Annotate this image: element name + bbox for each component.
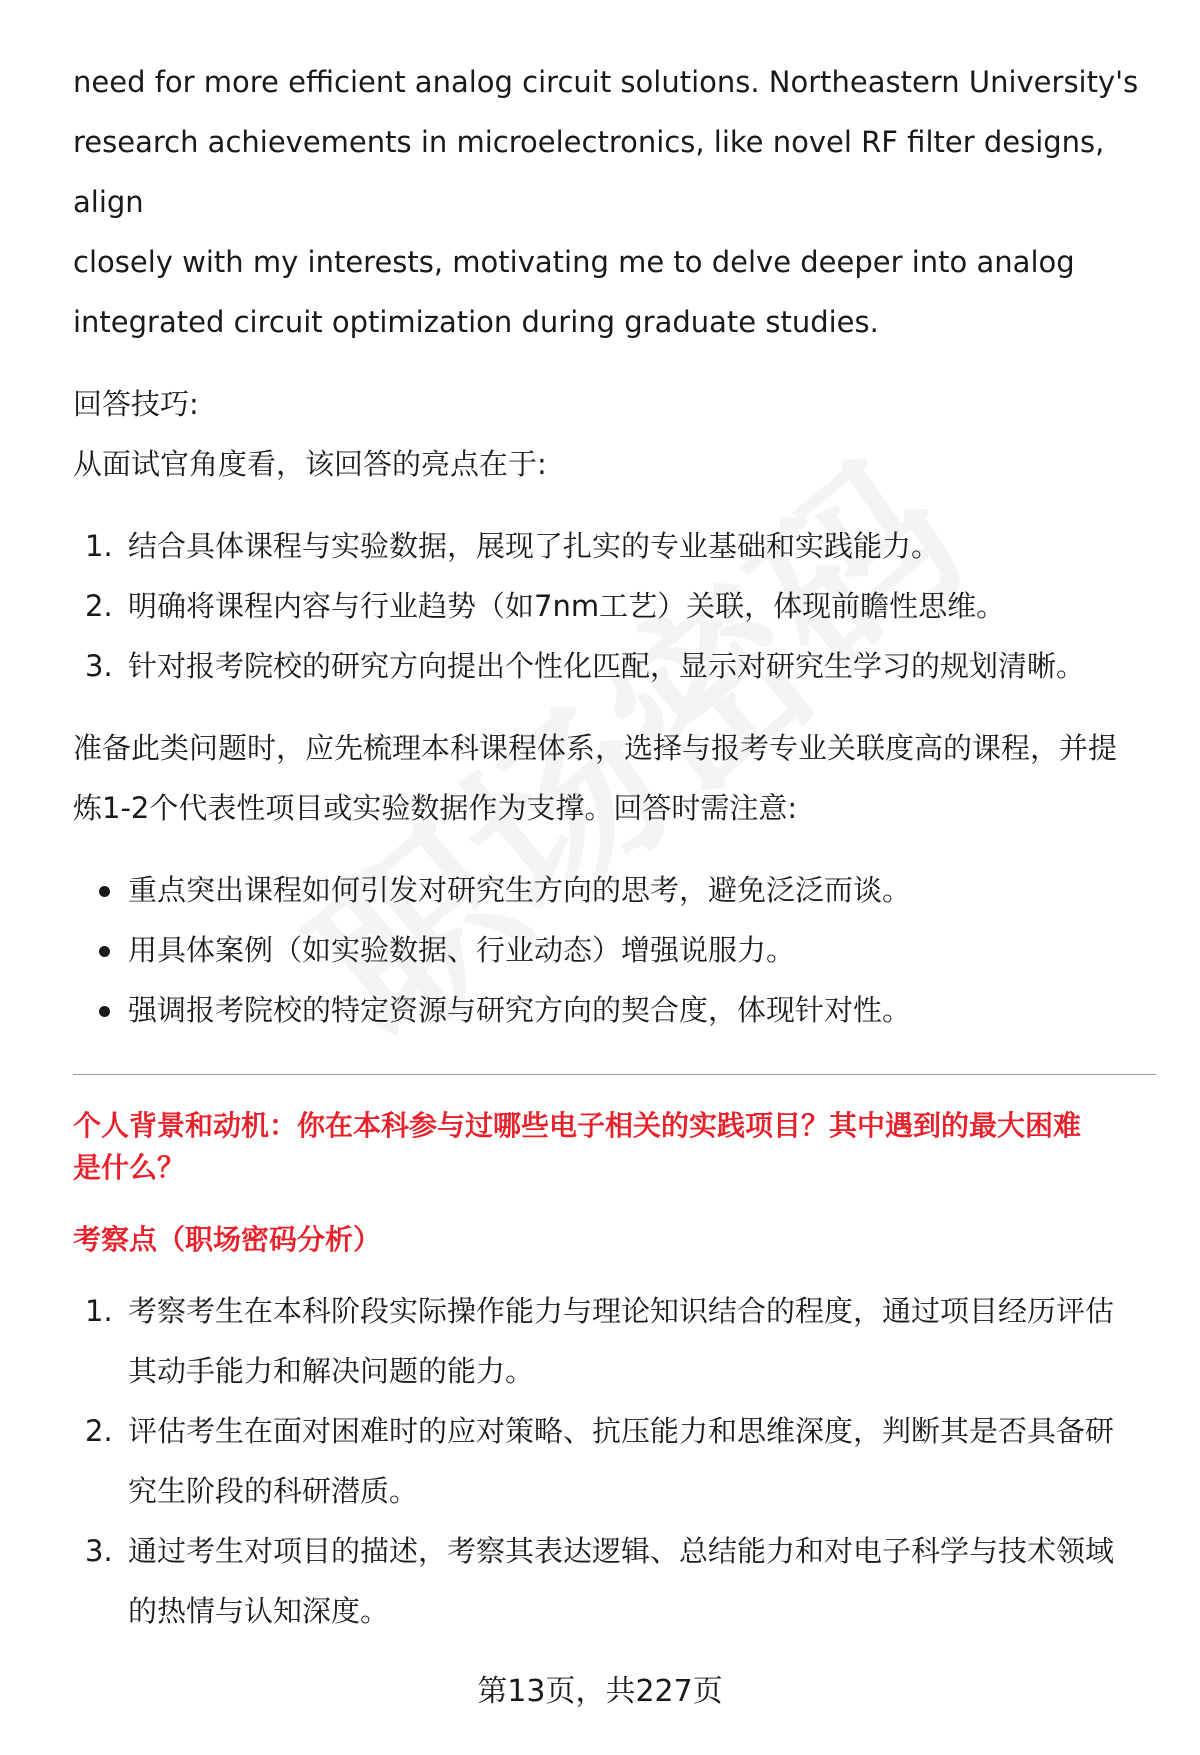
prep-paragraph	[73, 718, 1156, 838]
list-number: 3.	[85, 1534, 113, 1568]
list-item-text: 其动手能力和解决问题的能力。	[128, 1354, 535, 1388]
list-number: 1.	[85, 1294, 113, 1328]
list-item-text: 评估考生在面对困难时的应对策略、抗压能力和思维深度，判断其是否具备研	[128, 1414, 1115, 1448]
intro-line: need for more efficient analog circuit solutions. Northeastern University's	[73, 65, 1139, 99]
tips-label: 回答技巧:	[73, 387, 199, 421]
bullet-dot-icon	[99, 886, 110, 897]
list-number: 2.	[85, 1414, 113, 1448]
list-item-text: 通过考生对项目的描述，考察其表达逻辑、总结能力和对电子科学与技术领域	[128, 1534, 1115, 1568]
bullet-item	[73, 920, 1156, 980]
list-item-text: 的热情与认知深度。	[128, 1594, 390, 1628]
bullet-list	[73, 860, 1156, 1040]
highlights-list	[73, 516, 1156, 696]
list-number: 3.	[85, 649, 113, 683]
bullet-item-text: 重点突出课程如何引发对研究生方向的思考，避免泛泛而谈。	[128, 873, 912, 907]
intro-line: research achievements in microelectronics, like novel RF filter designs, align	[73, 125, 1105, 219]
intro-line: closely with my interests, motivating me to delve deeper into analog	[73, 245, 1075, 279]
tips-intro: 从面试官角度看，该回答的亮点在于:	[73, 447, 547, 481]
page-content	[73, 52, 1156, 1641]
prep-line: 准备此类问题时，应先梳理本科课程体系，选择与报考专业关联度高的课程，并提	[73, 731, 1118, 765]
bullet-item	[73, 980, 1156, 1040]
list-item-text: 结合具体课程与实验数据，展现了扎实的专业基础和实践能力。	[128, 529, 941, 563]
bullet-item	[73, 860, 1156, 920]
list-item-text: 考察考生在本科阶段实际操作能力与理论知识结合的程度，通过项目经历评估	[128, 1294, 1115, 1328]
bullet-item-text: 强调报考院校的特定资源与研究方向的契合度，体现针对性。	[128, 993, 912, 1027]
intro-paragraph	[73, 52, 1156, 352]
assessment-heading: 考察点（职场密码分析）	[73, 1223, 382, 1256]
assessment-list	[73, 1281, 1156, 1641]
bullet-dot-icon	[99, 946, 110, 957]
list-number: 1.	[85, 529, 113, 563]
list-item	[73, 636, 1156, 696]
list-item	[73, 516, 1156, 576]
page-footer: 第13页，共227页	[477, 1674, 723, 1709]
bullet-item-text: 用具体案例（如实验数据、行业动态）增强说服力。	[128, 933, 796, 967]
list-item	[73, 1401, 1156, 1521]
list-item-text: 明确将课程内容与行业趋势（如7nm工艺）关联，体现前瞻性思维。	[128, 589, 1006, 623]
list-number: 2.	[85, 589, 113, 623]
question-heading-line: 是什么？	[73, 1151, 186, 1184]
intro-line: integrated circuit optimization during graduate studies.	[73, 305, 879, 339]
list-item-text: 针对报考院校的研究方向提出个性化匹配，显示对研究生学习的规划清晰。	[128, 649, 1086, 683]
question-heading-line: 个人背景和动机：你在本科参与过哪些电子相关的实践项目？其中遇到的最大困难	[73, 1109, 1082, 1142]
list-item	[73, 1521, 1156, 1641]
question-heading	[73, 1105, 1156, 1189]
list-item-text: 究生阶段的科研潜质。	[128, 1474, 419, 1508]
list-item	[73, 576, 1156, 636]
prep-line: 炼1-2个代表性项目或实验数据作为支撑。回答时需注意:	[73, 791, 798, 825]
bullet-dot-icon	[99, 1006, 110, 1017]
list-item	[73, 1281, 1156, 1401]
